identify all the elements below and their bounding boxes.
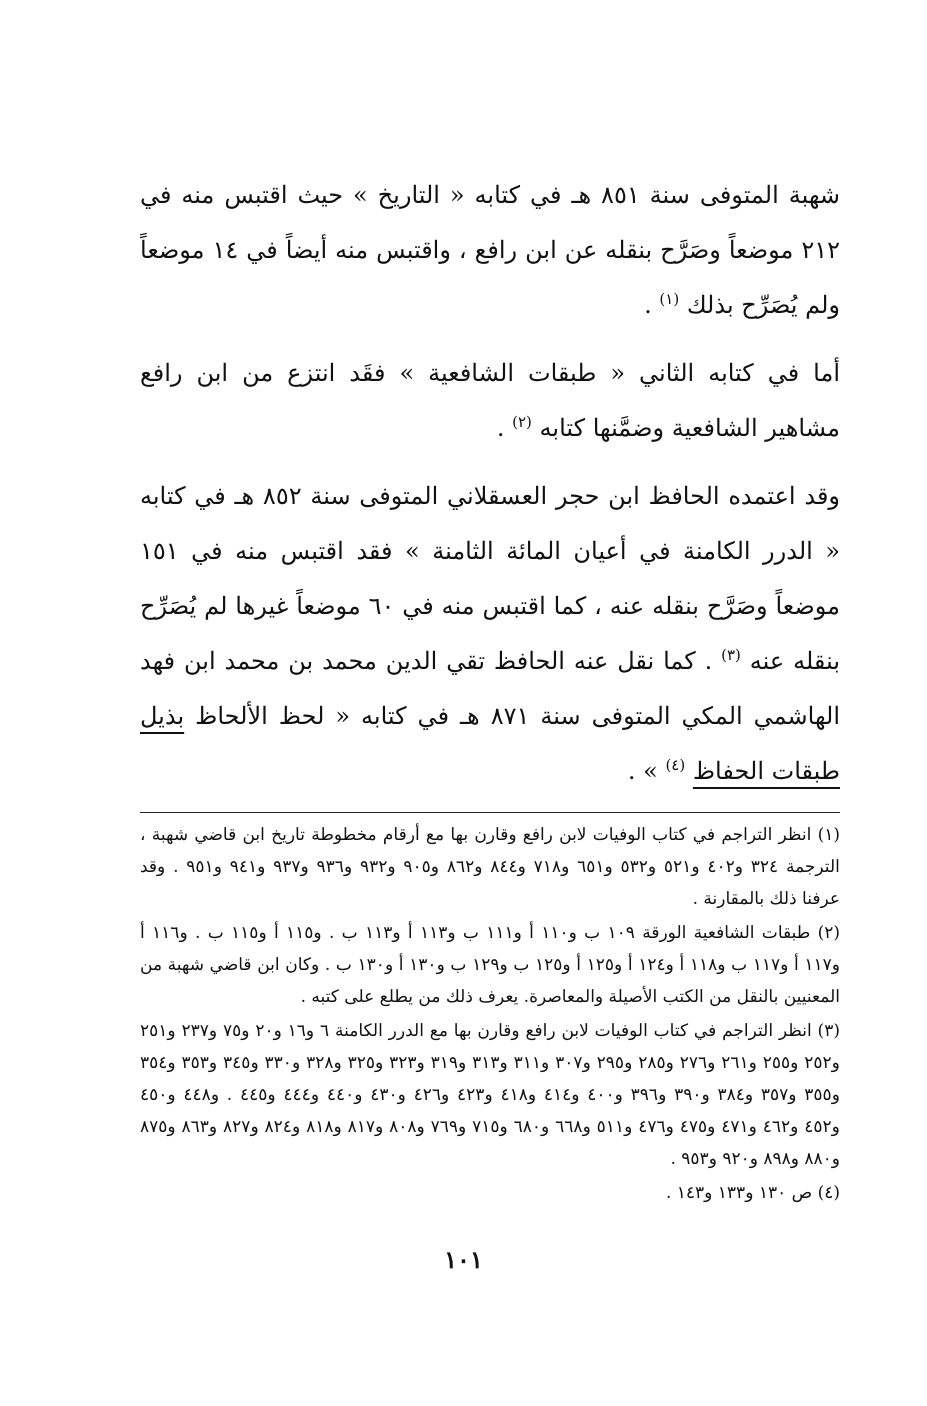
paragraph-3: وقد اعتمده الحافظ ابن حجر العسقلاني المتوفى سنة ٨٥٢ هـ في كتابه « الدرر الكامنة في أعيان المائة الثامنة » فقد اقتبس منه في ١٥١ موضعاً وصَرَّح بنقله عنه ، كما اقتبس منه في ٦٠ موضعاً غيرها لم يُصَرِّح بنقله عنه $^{(٣)}$ . كما نقل عنه الحافظ تقي الدين محمد بن محمد ابن فهد الهاشمي المكي المتوفى سنة ٨٧١ هـ في كتابه « لحظ الألحاظ بذيل طبقات الحفاظ $^{(٤)}$ » . [140, 482, 841, 785]
footnote-3: (٣) انظر التراجم في كتاب الوفيات لابن رافع وقارن بها مع الدرر الكامنة ٦ و١٦ و٢٠ و٧٥ و٢٣٧ و٢٥١ و٢٥٢ و٢٥٥ و٢٦١ و٢٧٦ و٢٨٥ و٢٩٥ و٣٠٧ و٣١١ و٣١٣ و٣١٩ و٣٢٣ و٣٢٥ و٣٢٨ و٣٣٠ و٣٤٥ و٣٥٣ و٣٥٤ و٣٥٥ و٣٥٧ و٣٨٤ و٣٩٠ و٣٩٦ و٤٠٠ و٤١٤ و٤١٨ و٤٢٣ و٤٢٦ و٤٣٠ و٤٤٠ و٤٤٤ و٤٤٥ . و٤٤٨ و٤٥٠ و٤٥٢ و٤٦٢ و٤٧١ و٤٧٥ و٤٧٦ و٥١١ و٦٦٨ و٦٨٠ و٧١٥ و٧٦٩ و٨٠٨ و٨١٧ و٨١٨ و٨٢٤ و٨٢٧ و٨٦٣ و٨٧٥ و٨٨٠ و٨٩٨ و٩٢٠ و٩٥٣ . [140, 1021, 840, 1169]
footnote-4: (٤) ص ١٣٠ و١٣٣ و١٤٣ . [665, 1183, 840, 1203]
main-text [140, 168, 840, 799]
footnote-1: (١) انظر التراجم في كتاب الوفيات لابن رافع وقارن بها مع أرقام مخطوطة تاريخ ابن قاضي شهبة ، الترجمة ٣٢٤ و٤٠٢ و٥٢١ و٥٣٢ و٦٥١ و٧١٨ و٨٤٤ و٨٦٢ و٩٠٥ و٩٣٢ و٩٣٦ و٩٣٧ و٩٤١ و٩٥١ . وقد عرفنا ذلك بالمقارنة . [140, 825, 840, 909]
paragraph-1: شهبة المتوفى سنة ٨٥١ هـ في كتابه « التاريخ » حيث اقتبس منه في ٢١٢ موضعاً وصَرَّح بنقله عن ابن رافع ، واقتبس منه أيضاً في ١٤ موضعاً ولم يُصَرِّح بذلك $^{(١)}$ . [140, 181, 841, 319]
footnote-2: (٢) طبقات الشافعية الورقة ١٠٩ ب و١١٠ أ و١١١ ب و١١٣ أ و١١٣ ب . و١١٥ أ و١١٥ ب . و١١٦ أ و١١٧ أ و١١٧ ب و١١٨ أ و١٢٤ أ و١٢٥ أ و١٢٥ ب و١٢٩ ب و١٣٠ أ و١٣٠ ب . وكان ابن قاضي شهبة من المعنيين بالنقل من الكتب الأصيلة والمعاصرة. يعرف ذلك من يطلع على كتبه . [140, 923, 840, 1007]
footnote-divider [140, 812, 840, 813]
footnotes [140, 819, 840, 1209]
paragraph-2: أما في كتابه الثاني « طبقات الشافعية » فقَد انتزع من ابن رافع مشاهير الشافعية وضمَّنها كتابه $^{(٢)}$ . [140, 359, 840, 442]
footnote-ref-3[interactable]: (٣) [721, 646, 741, 664]
page-number: ١٠١ [444, 1245, 483, 1274]
footnote-ref-2[interactable]: (٢) [512, 413, 532, 431]
book-title-underlined: بذيل طبقات الحفاظ [140, 702, 840, 785]
footnote-ref-4[interactable]: (٤) [665, 756, 686, 774]
footnote-ref-1[interactable]: (١) [659, 290, 680, 308]
page-content [140, 168, 840, 1211]
